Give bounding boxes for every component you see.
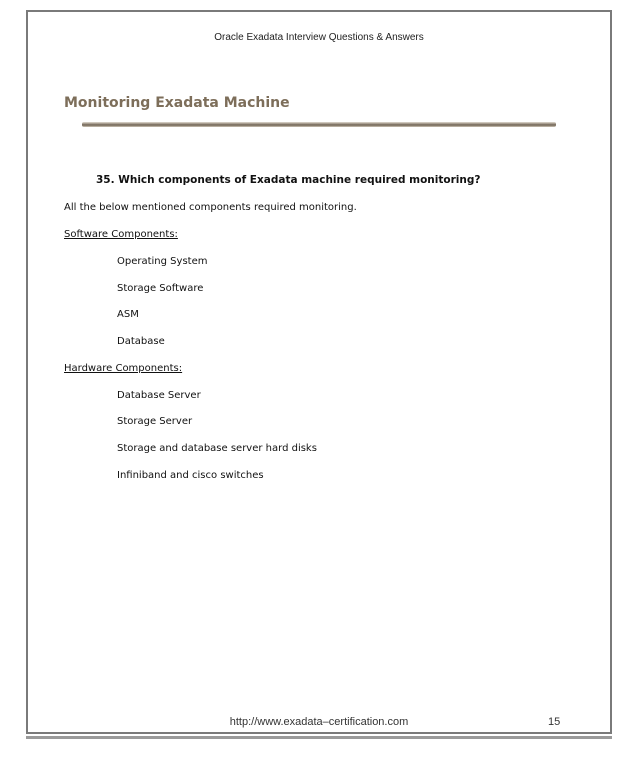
hardware-item: Database Server: [117, 390, 201, 401]
hardware-item: Storage and database server hard disks: [117, 443, 317, 454]
hardware-item: Storage Server: [117, 416, 193, 427]
hardware-heading: Hardware Components:: [64, 363, 183, 374]
section-title: Monitoring Exadata Machine: [64, 95, 290, 111]
section-divider: [82, 122, 556, 127]
software-item: Operating System: [117, 256, 208, 267]
page-number: 15: [548, 716, 561, 728]
software-item: ASM: [117, 309, 139, 320]
software-item: Database: [117, 336, 165, 347]
header-title: Oracle Exadata Interview Questions & Answers: [214, 32, 424, 43]
page-bottom-edge: [26, 736, 612, 739]
software-heading: Software Components:: [64, 229, 178, 240]
intro-text: All the below mentioned components required monitoring.: [64, 202, 357, 213]
software-item: Storage Software: [117, 283, 204, 294]
question-text: 35. Which components of Exadata machine required monitoring?: [96, 174, 481, 186]
hardware-item: Infiniband and cisco switches: [117, 470, 264, 481]
footer-url: http://www.exadata–certification.com: [229, 716, 409, 728]
